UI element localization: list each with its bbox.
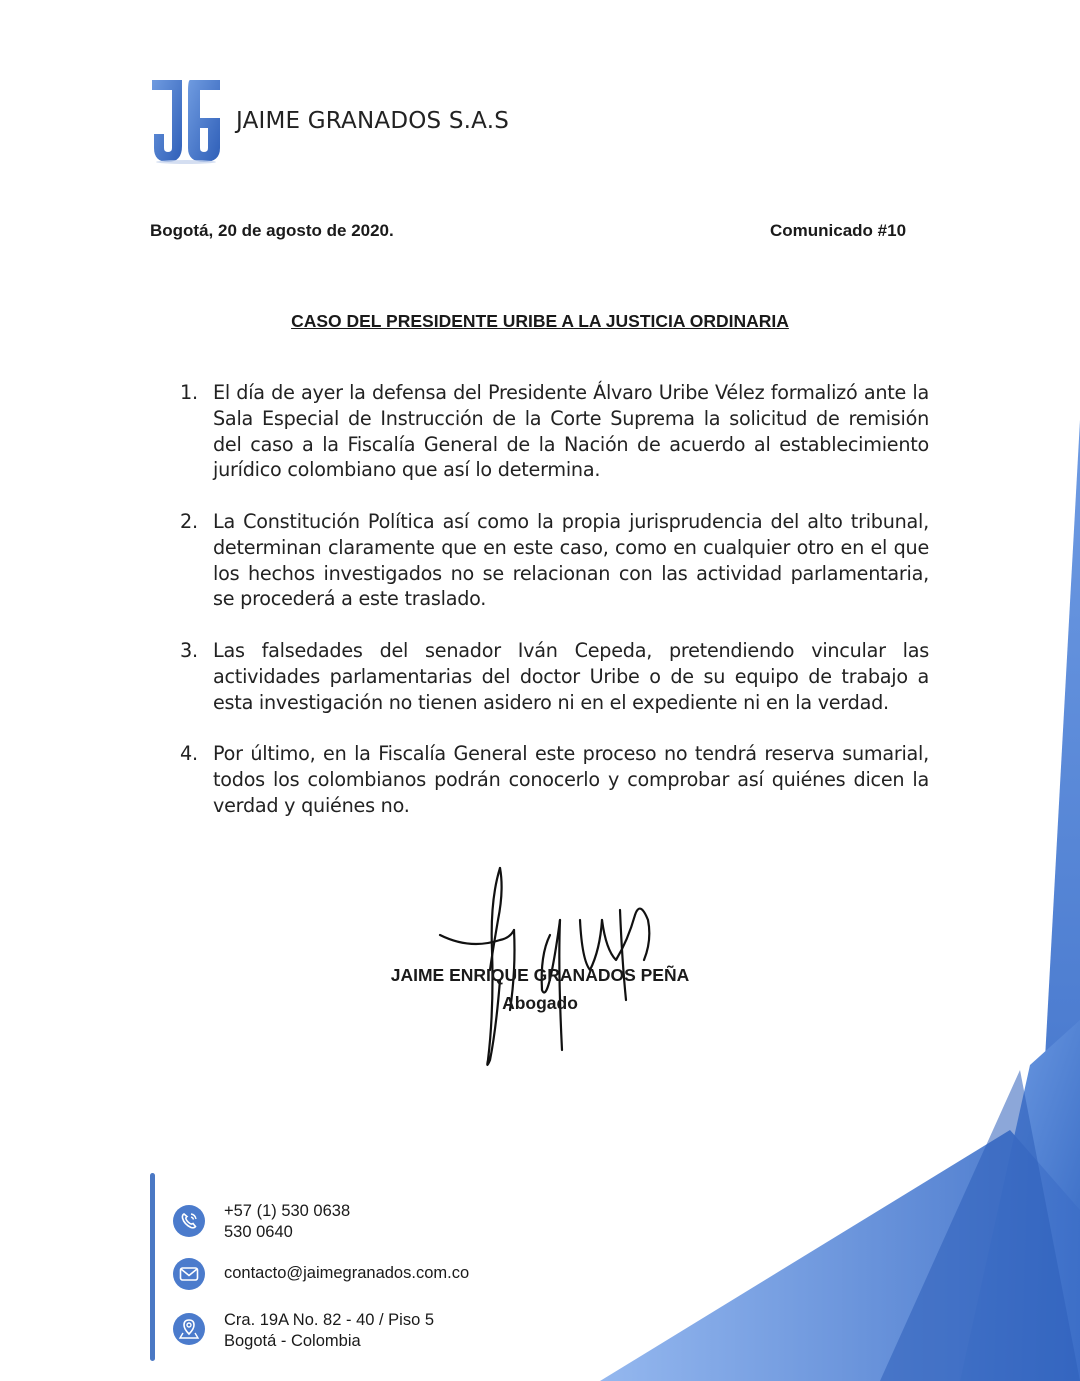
list-item-number: 1. — [180, 381, 198, 404]
list-item — [180, 638, 929, 715]
email-address: contacto@jaimegranados.com.co — [224, 1264, 470, 1282]
list-item-number: 3. — [180, 638, 198, 662]
list-item-text: La Constitución Política así como la propia jurisprudencia del alto tribunal, determinan claramente que en este caso, como en cualquier otro en el que los hechos investigados no se relacionan con las actividad parlamentaria, se procederá a este traslado. — [213, 509, 929, 611]
location-icon — [173, 1313, 205, 1345]
list-item-number: 2. — [180, 509, 198, 533]
signer-name: JAIME ENRIQUE GRANADOS PEÑA — [390, 965, 690, 985]
document-title: CASO DEL PRESIDENTE URIBE A LA JUSTICIA ORDINARIA — [291, 311, 789, 331]
signer-role: Abogado — [502, 993, 578, 1013]
list-item — [180, 509, 929, 612]
date-line: Bogotá, 20 de agosto de 2020. — [150, 221, 394, 240]
phone-number-1: +57 (1) 530 0638 — [224, 1202, 351, 1220]
phone-number-2: 530 0640 — [224, 1223, 293, 1241]
address-line-2: Bogotá - Colombia — [224, 1332, 361, 1350]
list-item-number: 4. — [180, 742, 198, 766]
footer-accent-bar — [150, 1173, 155, 1361]
list-item — [180, 741, 929, 818]
communique-number: Comunicado #10 — [770, 221, 907, 240]
company-name: JAIME GRANADOS S.A.S — [236, 108, 510, 134]
phone-icon — [173, 1205, 205, 1237]
list-item-text: Las falsedades del senador Iván Cepeda, pretendiendo vincular las actividades parlamentarias del doctor Uribe o de su equipo de trabajo a esta investigación no tienen asidero ni en el expediente ni en la verdad. — [213, 638, 929, 714]
list-item-text: El día de ayer la defensa del Presidente Álvaro Uribe Vélez formalizó ante la Sala Especial de Instrucción de la Corte Suprema la solicitud de remisión del caso a la Fiscalía General de la Nación de acuerdo al establecimiento jurídico colombiano que así lo determina. — [213, 381, 929, 482]
address-line-1: Cra. 19A No. 82 - 40 / Piso 5 — [224, 1311, 435, 1329]
mail-icon — [173, 1258, 205, 1290]
company-logo-icon — [150, 78, 222, 164]
statement-points-list — [180, 380, 929, 844]
list-item-text: Por último, en la Fiscalía General este proceso no tendrá reserva sumarial, todos los colombianos podrán conocerlo y comprobar así quiénes dicen la verdad y quiénes no. — [213, 742, 929, 817]
list-item — [180, 380, 929, 483]
